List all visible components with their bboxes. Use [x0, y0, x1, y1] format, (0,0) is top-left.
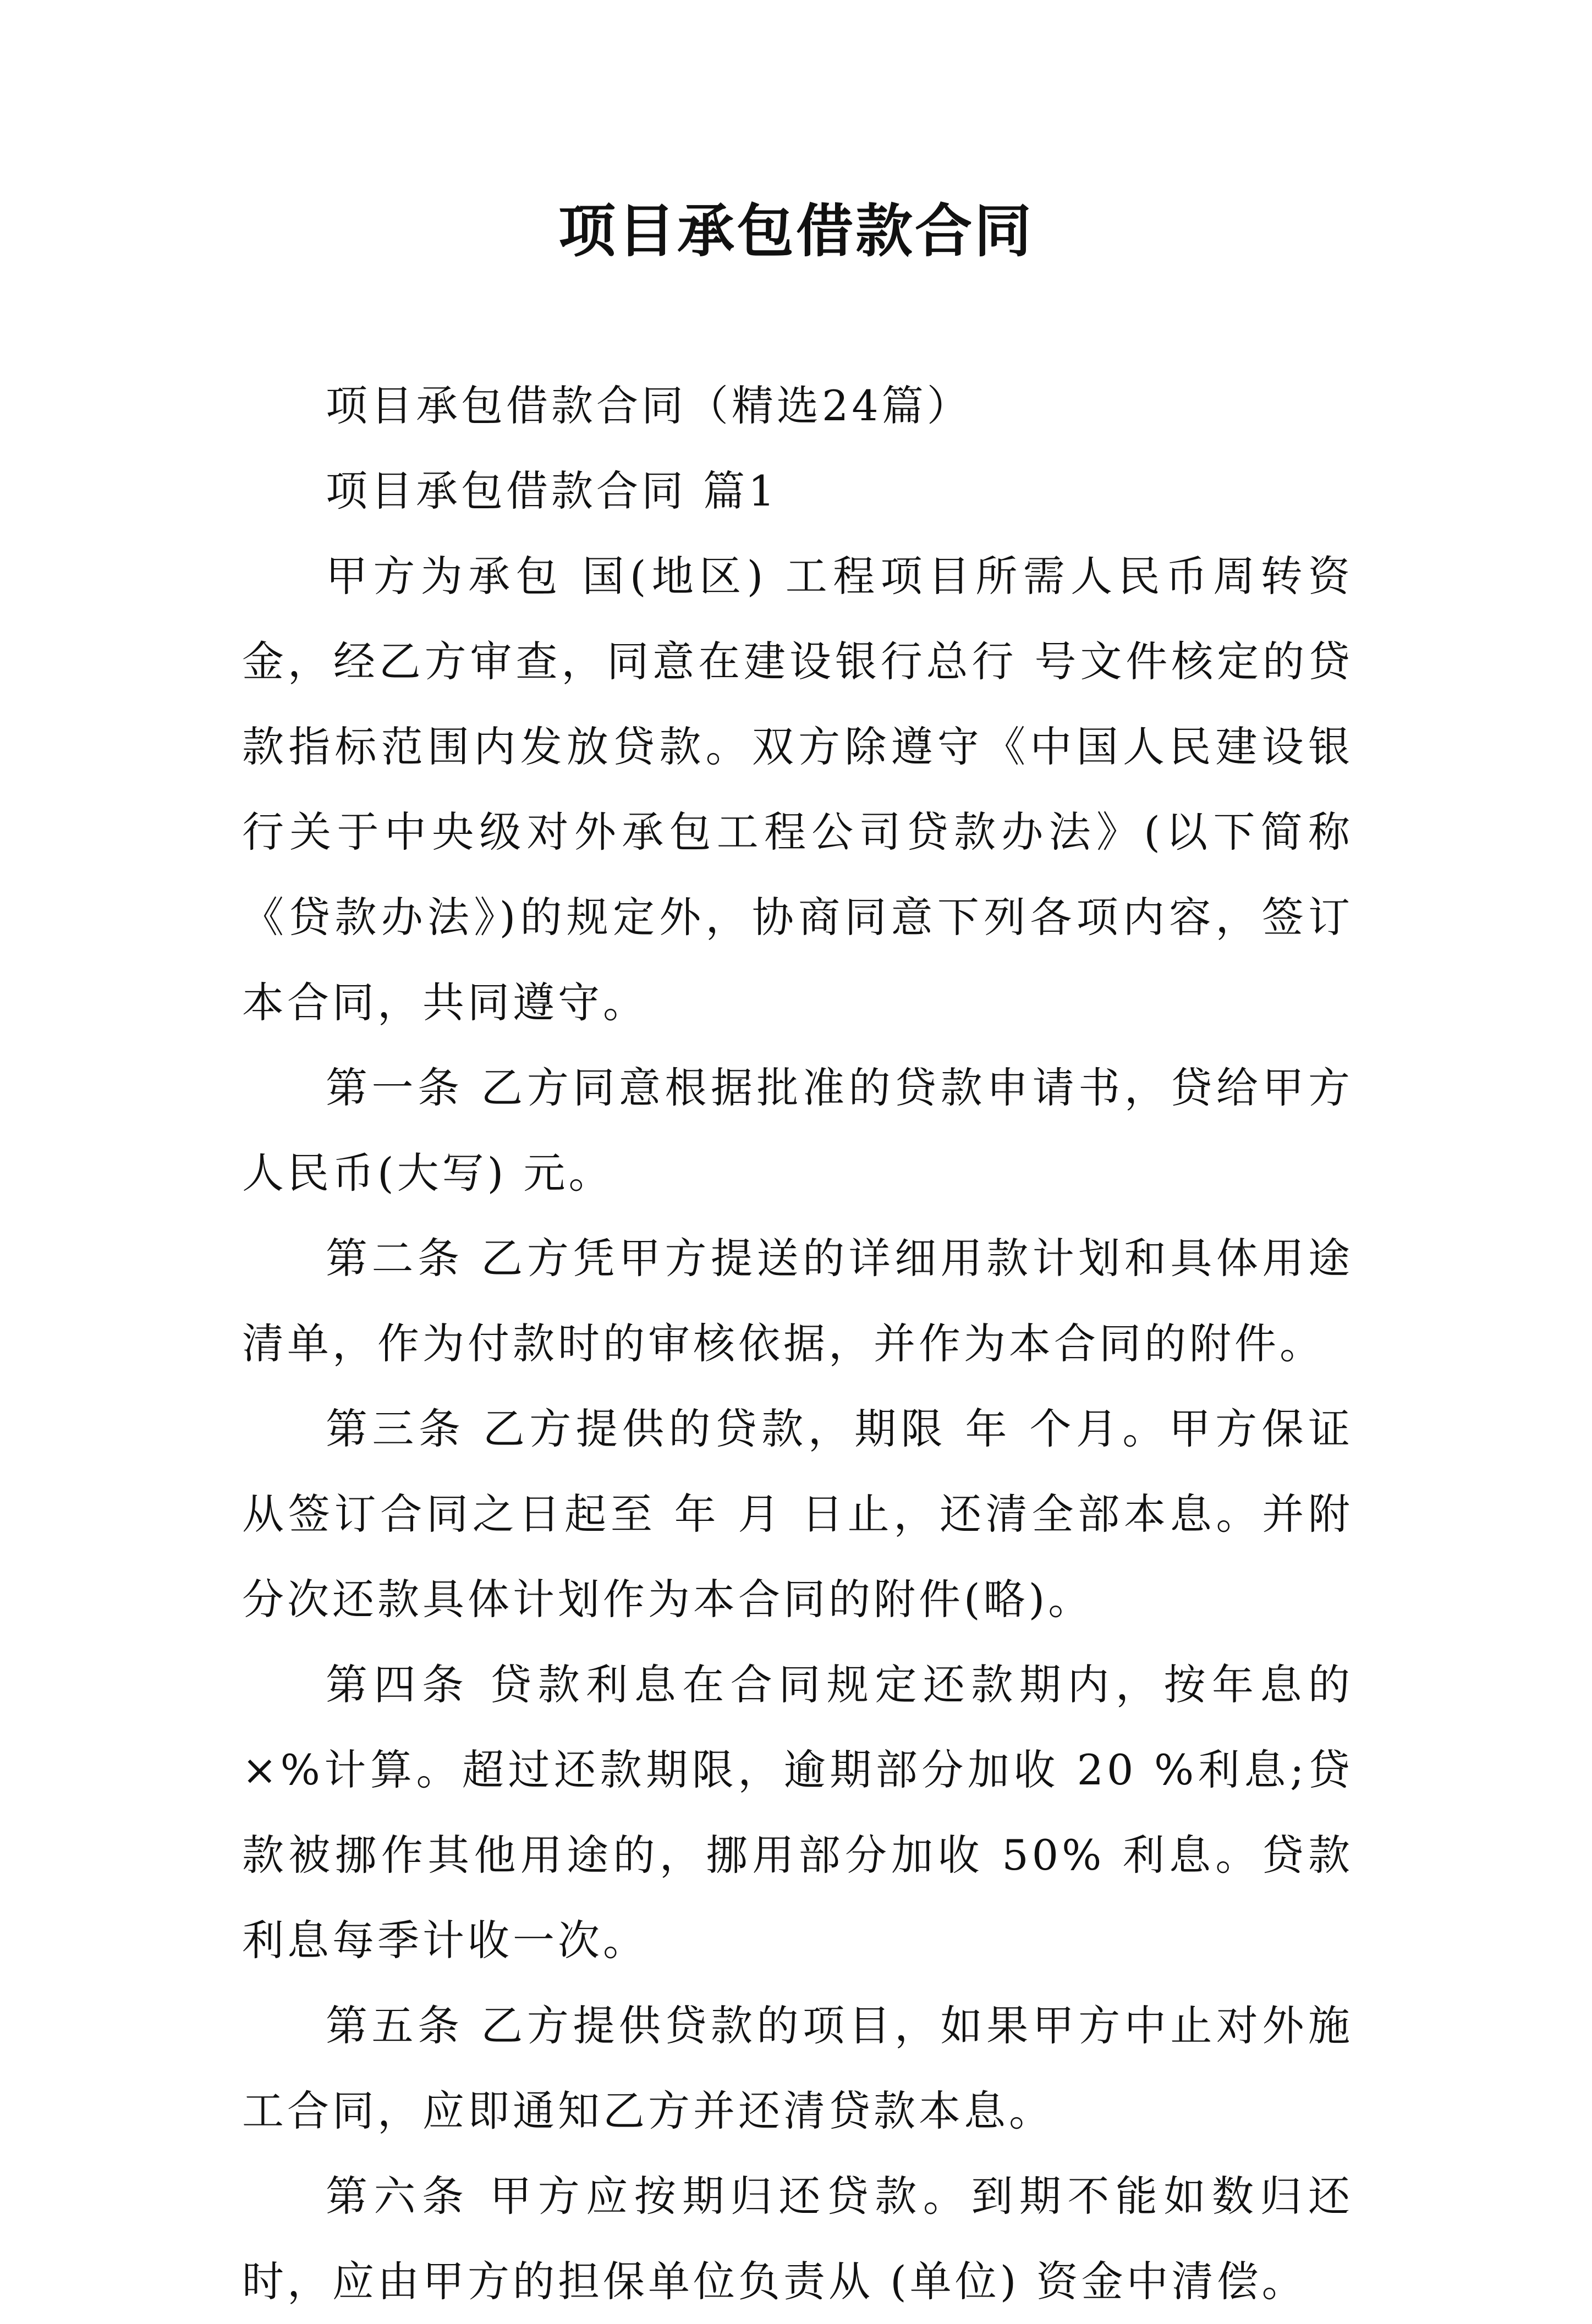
- paragraph-article-2: 第二条 乙方凭甲方提送的详细用款计划和具体用途清单，作为付款时的审核依据，并作为本合同的附件。: [242, 1234, 1353, 1368]
- document-title: 项目承包借款合同: [558, 197, 1034, 265]
- paragraph-article-5: 第五条 乙方提供贷款的项目，如果甲方中止对外施工合同，应即通知乙方并还清贷款本息。: [242, 2001, 1353, 2135]
- paragraph-article-1: 第一条 乙方同意根据批准的贷款申请书，贷给甲方人民币(大写) 元。: [242, 1063, 1353, 1197]
- paragraph-article-6: 第六条 甲方应按期归还贷款。到期不能如数归还时，应由甲方的担保单位负责从 (单位) 资金中清偿。: [242, 2172, 1353, 2306]
- document-body: [242, 363, 1353, 2324]
- paragraph-article-3: 第三条 乙方提供的贷款，期限 年 个月。甲方保证从签订合同之日起至 年 月 日止，还清全部本息。并附分次还款具体计划作为本合同的附件(略)。: [242, 1404, 1353, 1624]
- paragraph-article-4: 第四条 贷款利息在合同规定还款期内，按年息的×%计算。超过还款期限，逾期部分加收 20 %利息;贷款被挪作其他用途的，挪用部分加收 50% 利息。贷款利息每季计收一次。: [242, 1660, 1353, 1965]
- paragraph-intro: 甲方为承包 国(地区) 工程项目所需人民币周转资金，经乙方审查，同意在建设银行总行 号文件核定的贷款指标范围内发放贷款。双方除遵守《中国人民建设银行关于中央级对外承包工程公司贷款办法》(以下简称《贷款办法》)的规定外，协商同意下列各项内容，签订本合同，共同遵守。: [242, 552, 1353, 1027]
- section-heading: 项目承包借款合同 篇1: [326, 466, 778, 515]
- document-subtitle: 项目承包借款合同（精选24篇）: [326, 381, 972, 430]
